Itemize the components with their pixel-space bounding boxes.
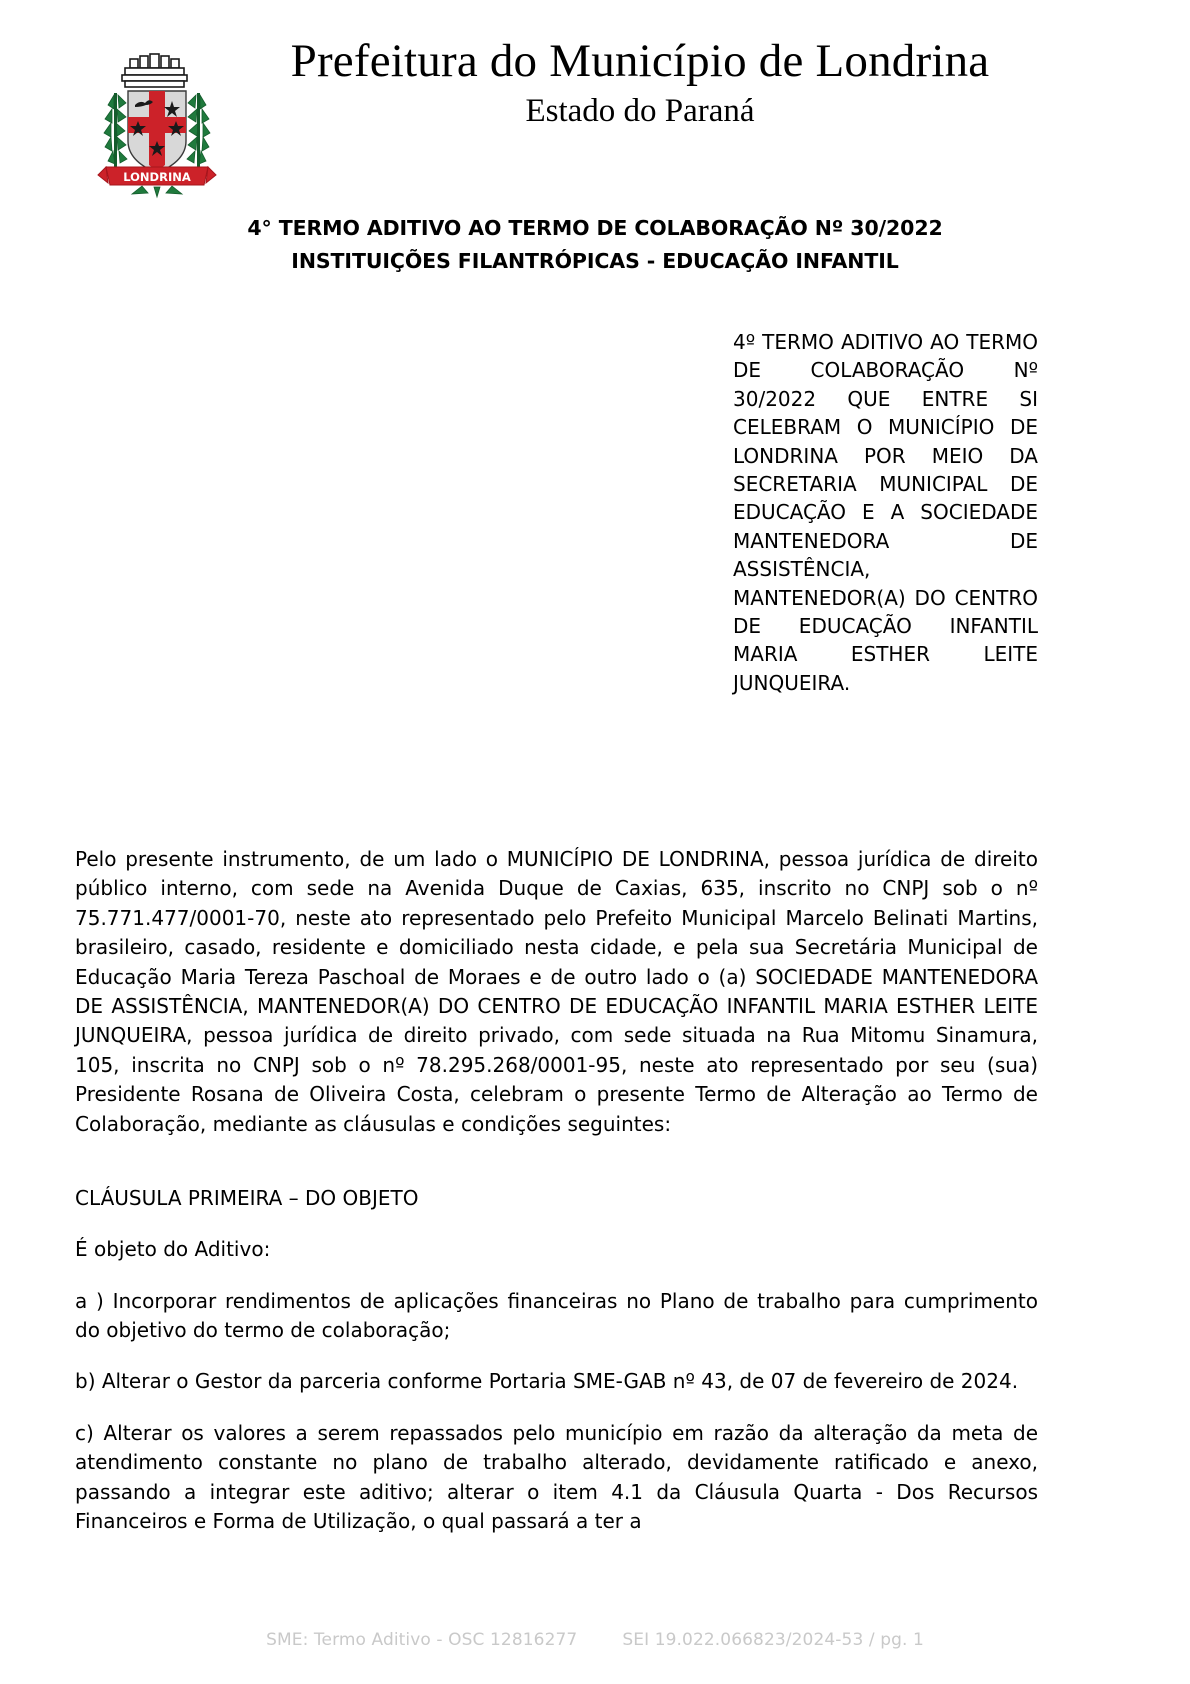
footer-document-ref: SME: Termo Aditivo - OSC 12816277 <box>266 1630 578 1650</box>
londrina-coat-of-arms-icon <box>92 49 222 199</box>
header-titles <box>240 34 1040 132</box>
object-item-a: a ) Incorporar rendimentos de aplicações financeiras no Plano de trabalho para cumprimento do objetivo do termo de colaboração; <box>75 1288 1038 1343</box>
title-line-1: 4° TERMO ADITIVO AO TERMO DE COLABORAÇÃO Nº 30/2022 <box>247 216 943 240</box>
document-title <box>75 212 1115 278</box>
preamble-block: 4º TERMO ADITIVO AO TERMO DE COLABORAÇÃO Nº 30/2022 QUE ENTRE SI CELEBRAM O MUNICÍPIO DE LONDRINA POR MEIO DA SECRETARIA MUNICIPAL DE EDUCAÇÃO E A SOCIEDADE MANTENEDORA DE ASSISTÊNCIA, MANTENEDOR(A) DO CENTRO DE EDUCAÇÃO INFANTIL MARIA ESTHER LEITE JUNQUEIRA. <box>733 330 1038 695</box>
object-item-c: c) Alterar os valores a serem repassados pelo município em razão da alteração da meta de atendimento constante no plano de trabalho alterado, devidamente ratificado e anexo, passando a integrar este aditivo; alterar o item 4.1 da Cláusula Quarta - Dos Recursos Financeiros e Forma de Utilização, o qual passará a ter a <box>75 1420 1038 1534</box>
footer-sei-ref: SEI 19.022.066823/2024-53 / pg. 1 <box>622 1630 924 1650</box>
title-line-2: INSTITUIÇÕES FILANTRÓPICAS - EDUCAÇÃO INFANTIL <box>291 249 899 274</box>
clause-lead: É objeto do Aditivo: <box>75 1237 271 1262</box>
state-name: Estado do Paraná <box>525 92 755 129</box>
object-item-b: b) Alterar o Gestor da parceria conforme Portaria SME-GAB nº 43, de 07 de fevereiro de 2024. <box>75 1369 1019 1394</box>
emblem-ribbon-label: LONDRINA <box>123 170 191 184</box>
document-body <box>75 845 1038 1536</box>
intro-paragraph: Pelo presente instrumento, de um lado o MUNICÍPIO DE LONDRINA, pessoa jurídica de direito público interno, com sede na Avenida Duque de Caxias, 635, inscrito no CNPJ sob o nº 75.771.477/0001-70, neste ato representado pelo Prefeito Municipal Marcelo Belinati Martins, brasileiro, casado, residente e domiciliado nesta cidade, e pela sua Secretária Municipal de Educação Maria Tereza Paschoal de Moraes e de outro lado o (a) SOCIEDADE MANTENEDORA DE ASSISTÊNCIA, MANTENEDOR(A) DO CENTRO DE EDUCAÇÃO INFANTIL MARIA ESTHER LEITE JUNQUEIRA, pessoa jurídica de direito privado, com sede situada na Rua Mitomu Sinamura, 105, inscrita no CNPJ sob o nº 78.295.268/0001-95, neste ato representado por seu (sua) Presidente Rosana de Oliveira Costa, celebram o presente Termo de Alteração ao Termo de Colaboração, mediante as cláusulas e condições seguintes: <box>75 847 1038 1136</box>
document-header <box>0 34 1190 184</box>
institution-name: Prefeitura do Município de Londrina <box>290 35 990 87</box>
clause-heading: CLÁUSULA PRIMEIRA – DO OBJETO <box>75 1185 419 1210</box>
page-footer <box>0 1630 1190 1650</box>
